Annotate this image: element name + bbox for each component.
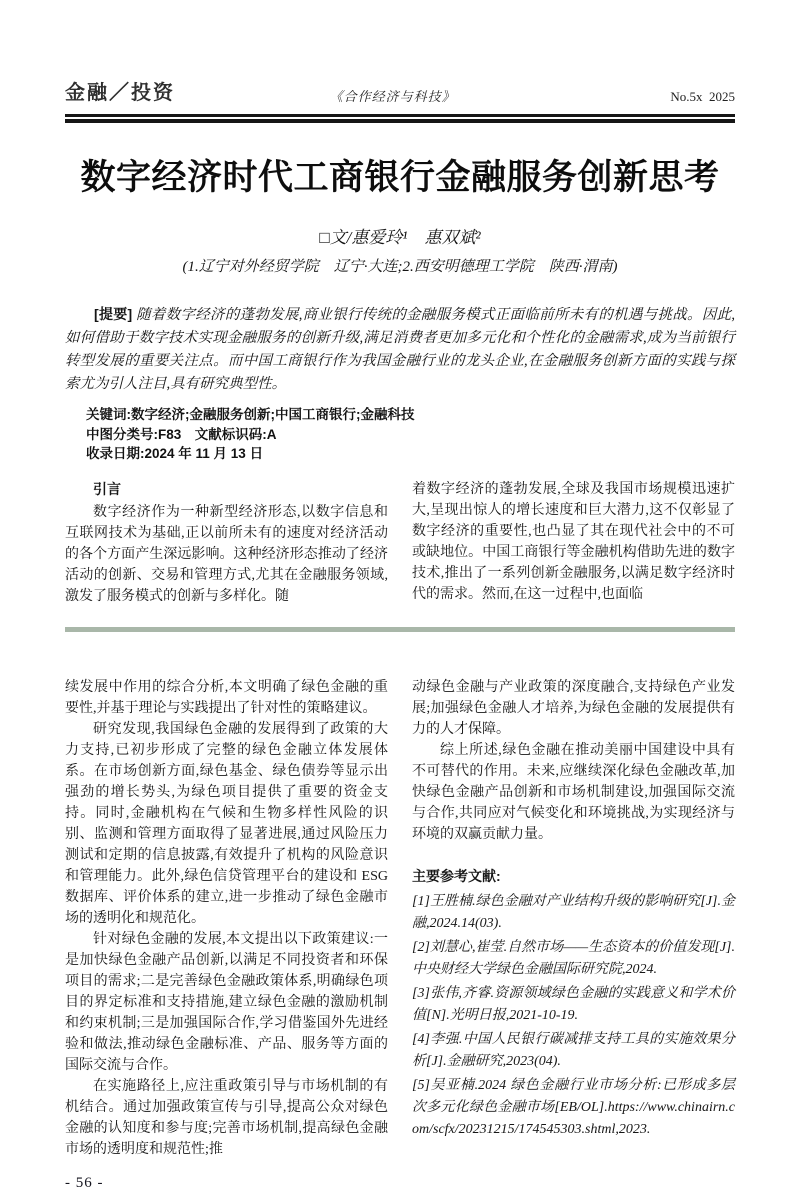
intro-columns	[65, 479, 735, 607]
clc-line: 中图分类号:F83 文献标识码:A	[86, 426, 277, 442]
reference-item: [4]李强.中国人民银行碳减排支持工具的实施效果分析[J].金融研究,2023(04).	[412, 1031, 735, 1069]
intro-left-paragraph: 数字经济作为一种新型经济形态,以数字信息和互联网技术为基础,正以前所未有的速度对经济活动的各个方面产生深远影响。这种经济形态推动了经济活动的创新、交易和管理方式,尤其在金融服务领域,激发了服务模式的创新与多样化。随	[65, 504, 388, 604]
body-paragraph: 动绿色金融与产业政策的深度融合,支持绿色产业发展;加强绿色金融人才培养,为绿色金融的发展提供有力的人才保障。	[412, 679, 735, 737]
reference-item: [2]刘慧心,崔莹.自然市场——生态资本的价值发现[J].中央财经大学绿色金融国际研究院,2024.	[412, 939, 735, 977]
body-paragraph: 研究发现,我国绿色金融的发展得到了政策的大力支持,已初步形成了完整的绿色金融立体发展体系。在市场创新方面,绿色基金、绿色债券等显示出强劲的增长势头,为绿色项目提供了重要的资金支持。同时,金融机构在气候和生物多样性风险的识别、监测和管理方面取得了显著进展,通过风险压力测试和定期的信息披露,有效提升了机构的风险意识和管理能力。此外,绿色信贷管理平台的建设和 ESG 数据库、评价体系的建立,进一步推动了绿色金融市场的透明化和规范化。	[65, 721, 388, 926]
body-paragraph: 续发展中作用的综合分析,本文明确了绿色金融的重要性,并基于理论与实践提出了针对性的策略建议。	[65, 679, 388, 716]
intro-left-column	[65, 479, 388, 607]
author-byline: □文/惠爱玲¹ 惠双斌²	[319, 228, 481, 247]
abstract-paragraph	[65, 303, 735, 396]
body-right-column	[412, 677, 735, 1194]
reference-item: [3]张伟,齐睿.资源领域绿色金融的实践意义和学术价值[N].光明日报,2021-10-19.	[412, 985, 735, 1023]
journal-name: 《合作经济与科技》	[329, 89, 456, 104]
intro-heading: 引言	[93, 480, 121, 497]
journal-header	[65, 76, 735, 105]
body-columns	[65, 677, 735, 1194]
body-left-column	[65, 677, 388, 1194]
header-double-rule	[65, 114, 735, 123]
keywords-line: 关键词:数字经济;金融服务创新;中国工商银行;金融科技	[86, 407, 415, 422]
reference-item: [1]王胜楠.绿色金融对产业结构升级的影响研究[J].金融,2024.14(03).	[412, 893, 735, 931]
reference-item: [5]吴亚楠.2024 绿色金融行业市场分析:已形成多层次多元化绿色金融市场[EB/OL].https://www.chinairn.com/scfx/20231215/174545303.shtml,2023.	[412, 1077, 735, 1137]
body-paragraph: 针对绿色金融的发展,本文提出以下政策建议:一是加快绿色金融产品创新,以满足不同投资者和环保项目的需求;二是完善绿色金融政策体系,明确绿色项目的界定标准和支持措施,建立绿色金融的激励机制和约束机制;三是加强国际合作,学习借鉴国外先进经验和做法,推动绿色金融标准、产品、服务等方面的国际交流与合作。	[65, 931, 388, 1073]
page-number: - 56 -	[65, 1174, 104, 1191]
intro-right-column	[412, 479, 735, 607]
body-paragraph: 综上所述,绿色金融在推动美丽中国建设中具有不可替代的作用。未来,应继续深化绿色金融改革,加快绿色金融产品创新和市场机制建设,加强国际交流与合作,共同应对气候变化和环境挑战,为实现经济与环境的双赢贡献力量。	[412, 742, 735, 842]
intro-right-paragraph: 着数字经济的蓬勃发展,全球及我国市场规模迅速扩大,呈现出惊人的增长速度和巨大潜力,这不仅彰显了数字经济的重要性,也凸显了其在现代社会中的不可或缺地位。中国工商银行等金融机构借助先进的数字技术,推出了一系列创新金融服务,以满足数字经济时代的需求。然而,在这一过程中,也面临	[412, 481, 735, 602]
article-meta-block	[65, 405, 735, 464]
abstract-text: 随着数字经济的蓬勃发展,商业银行传统的金融服务模式正面临前所未有的机遇与挑战。因此,如何借助于数字技术实现金融服务的创新升级,满足消费者更加多元化和个性化的金融需求,成为当前银行转型发展的重要关注点。而中国工商银行作为我国金融行业的龙头企业,在金融服务创新方面的实践与探索尤为引人注目,具有研究典型性。	[65, 307, 736, 392]
section-divider-rule	[65, 627, 735, 632]
column-section-label: 金融／投资	[65, 82, 175, 104]
issue-number: No.5x 2025	[670, 89, 735, 104]
date-received-line: 收录日期:2024 年 11 月 13 日	[86, 446, 264, 461]
author-affiliation: (1.辽宁对外经贸学院 辽宁·大连;2.西安明德理工学院 陕西·渭南)	[182, 259, 618, 275]
abstract-label: [提要]	[94, 306, 133, 322]
references-heading: 主要参考文献:	[412, 867, 501, 884]
body-paragraph: 在实施路径上,应注重政策引导与市场机制的有机结合。通过加强政策宣传与引导,提高公众对绿色金融的认知度和参与度;完善市场机制,提高绿色金融市场的透明度和规范性;推	[65, 1078, 388, 1157]
article-title: 数字经济时代工商银行金融服务创新思考	[80, 158, 720, 197]
